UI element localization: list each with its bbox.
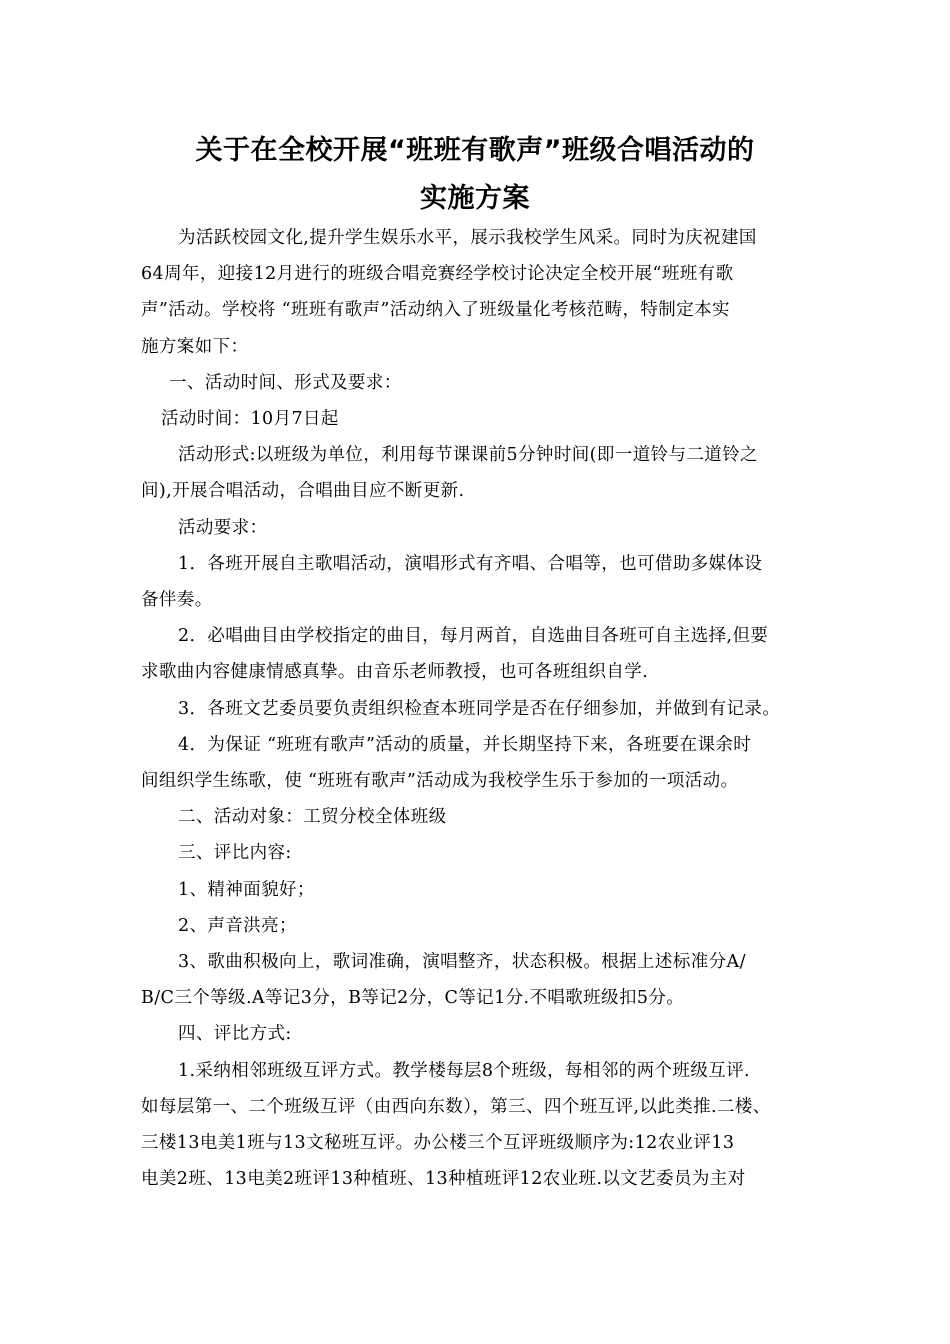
list-item-continuation: 备伴奏。 [141,590,213,611]
section-heading: 一、活动时间、形式及要求： [169,372,402,393]
document-title-line-2: 实施方案 [420,183,530,214]
section-heading: 二、活动对象：工贸分校全体班级 [178,807,447,828]
list-item: 1、精神面貌好； [178,879,315,900]
list-item-continuation: 如每层第一、二个班级互评（由西向东数），第三、四个班互评,以此类推.二楼、 [141,1096,771,1117]
paragraph-line: 活动时间：10月7日起 [161,409,339,430]
list-item: 1.采纳相邻班级互评方式。教学楼每层8个班级，每相邻的两个班级互评. [178,1060,750,1081]
section-heading: 四、评比方式: [178,1024,292,1045]
paragraph-line: 64周年，迎接12月进行的班级合唱竞赛经学校讨论决定全校开展“班班有歌 [141,264,734,285]
document-body [141,220,813,1197]
paragraph-line: 间),开展合唱活动，合唱曲目应不断更新. [141,481,465,502]
list-item: 2．必唱曲目由学校指定的曲目，每月两首，自选曲目各班可自主选择,但要 [178,626,769,647]
document-title-line-1: 关于在全校开展“班班有歌声”班级合唱活动的 [195,135,755,166]
list-item-continuation: 间组织学生练歌，使 “班班有歌声”活动成为我校学生乐于参加的一项活动。 [141,771,739,792]
paragraph-line: 活动要求： [178,517,268,538]
list-item: 3、歌曲积极向上，歌词准确，演唱整齐，状态积极。根据上述标准分A/ [178,952,746,973]
paragraph-line: 活动形式:以班级为单位，利用每节课课前5分钟时间(即一道铃与二道铃之 [178,445,758,466]
list-item: 1．各班开展自主歌唱活动，演唱形式有齐唱、合唱等，也可借助多媒体设 [178,553,763,574]
list-item-continuation: B/C三个等级.A等记3分，B等记2分，C等记1分.不唱歌班级扣5分。 [141,988,685,1009]
list-item: 4．为保证 “班班有歌声”活动的质量，并长期坚持下来，各班要在课余时 [178,734,752,755]
list-item-continuation: 三楼13电美1班与13文秘班互评。办公楼三个互评班级顺序为:12农业评13 [141,1133,735,1154]
paragraph-line: 为活跃校园文化,提升学生娱乐水平，展示我校学生风采。同时为庆祝建国 [178,228,757,248]
list-item: 2、声音洪亮； [178,915,297,936]
paragraph-line: 施方案如下： [141,336,249,357]
section-heading: 三、评比内容: [178,843,292,864]
list-item: 3．各班文艺委员要负责组织检查本班同学是否在仔细参加，并做到有记录。 [178,698,781,719]
list-item-continuation: 求歌曲内容健康情感真挚。由音乐老师教授，也可各班组织自学. [141,662,649,683]
paragraph-line: 声”活动。学校将 “班班有歌声”活动纳入了班级量化考核范畴，特制定本实 [141,300,730,321]
list-item-continuation: 电美2班、13电美2班评13种植班、13种植班评12农业班.以文艺委员为主对 [141,1169,746,1190]
